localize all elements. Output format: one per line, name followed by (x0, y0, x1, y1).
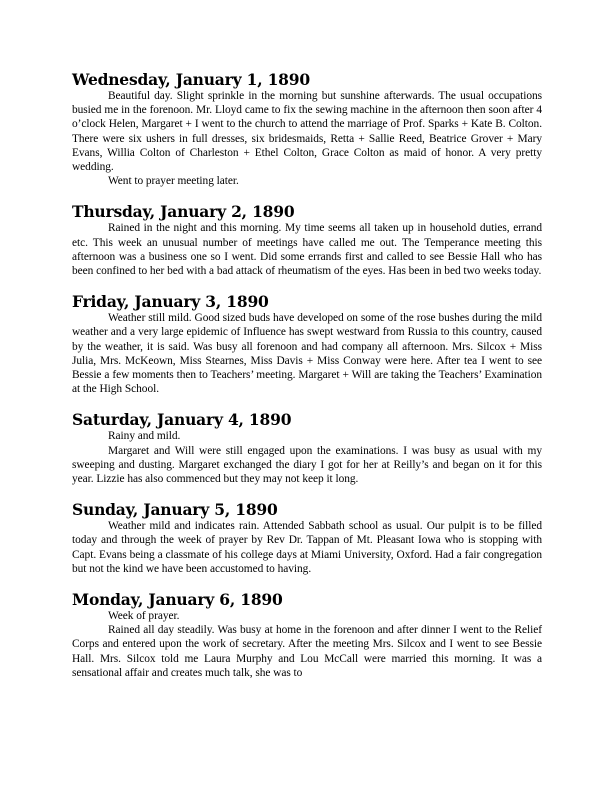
entry-date: Thursday, January 2, 1890 (72, 202, 295, 222)
entry-date: Saturday, January 4, 1890 (72, 410, 292, 430)
entry-paragraph: Rained all day steadily. Was busy at home in the forenoon and after dinner I went to the Relief Corps and entered upon the work of secretary. After the meeting Mrs. Silcox and I went to see Bessie Hall. Mrs. Silcox told me Laura Murphy and Lou McCall were married this morning. It was a sensational affair and creates much talk, she was to (72, 624, 542, 679)
entry-paragraph: Went to prayer meeting later. (108, 175, 239, 188)
diary-entry-jan-2 (72, 202, 542, 278)
entry-date: Sunday, January 5, 1890 (72, 500, 278, 520)
entry-paragraph: Margaret and Will were still engaged upon the examinations. I was busy as usual with my sweeping and dusting. Margaret exchanged the diary I got for her at Reilly’s and began on it for this year. Lizzie has also commenced but they may not keep it long. (72, 444, 542, 486)
diary-entry-jan-5 (72, 500, 542, 576)
entry-paragraph: Weather still mild. Good sized buds have developed on some of the rose bushes during the mild weather and a very large epidemic of Influence has swept westward from Russia to this country, caused by the weather, it is said. Was busy all forenoon and had company all afternoon. Mrs. Silcox + Miss Julia, Mrs. McKeown, Miss Stearnes, Miss Davis + Miss Conway were here. After tea I went to see Bessie a few moments then to Teachers’ meeting. Margaret + Will are taking the Teachers’ Examination at the High School. (72, 312, 542, 396)
diary-entry-jan-1 (72, 70, 542, 188)
entry-paragraph: Rained in the night and this morning. My time seems all taken up in household duties, errand etc. This week an unusual number of meetings have called me out. The Temperance meeting this afternoon was a business one so I went. Did some errands first and called to see Bessie Hall who has been confined to her bed with a bad attack of rheumatism of the eyes. Has been in bed two weeks today. (72, 222, 542, 278)
entry-paragraph: Rainy and mild. (108, 430, 181, 443)
entry-paragraph: Week of prayer. (108, 610, 180, 623)
diary-page (72, 70, 542, 694)
entry-date: Wednesday, January 1, 1890 (72, 70, 310, 89)
diary-entry-jan-4 (72, 410, 542, 486)
diary-entry-jan-6 (72, 590, 542, 680)
entry-date: Friday, January 3, 1890 (72, 292, 269, 312)
entry-paragraph: Weather mild and indicates rain. Attended Sabbath school as usual. Our pulpit is to be filled today and through the week of prayer by Rev Dr. Tappan of Mt. Pleasant Iowa who is stopping with Capt. Evans being a classmate of his college days at Miami University, Oxford. Had a fair congregation but not the kind we have been accustomed to having. (72, 520, 542, 575)
diary-entry-jan-3 (72, 292, 542, 396)
entry-date: Monday, January 6, 1890 (72, 590, 283, 610)
entry-paragraph: Beautiful day. Slight sprinkle in the morning but sunshine afterwards. The usual occupations busied me in the forenoon. Mr. Lloyd came to fix the sewing machine in the afternoon then soon after 4 o’clock Helen, Margaret + I went to the church to attend the marriage of Prof. Sparks + Kate B. Colton. There were six ushers in full dresses, six bridesmaids, Retta + Sallie Reed, Beatrice Grover + Mary Evans, Willia Colton of Charleston + Ethel Colton, Grace Colton as maid of honor. A very pretty wedding. (72, 90, 542, 174)
